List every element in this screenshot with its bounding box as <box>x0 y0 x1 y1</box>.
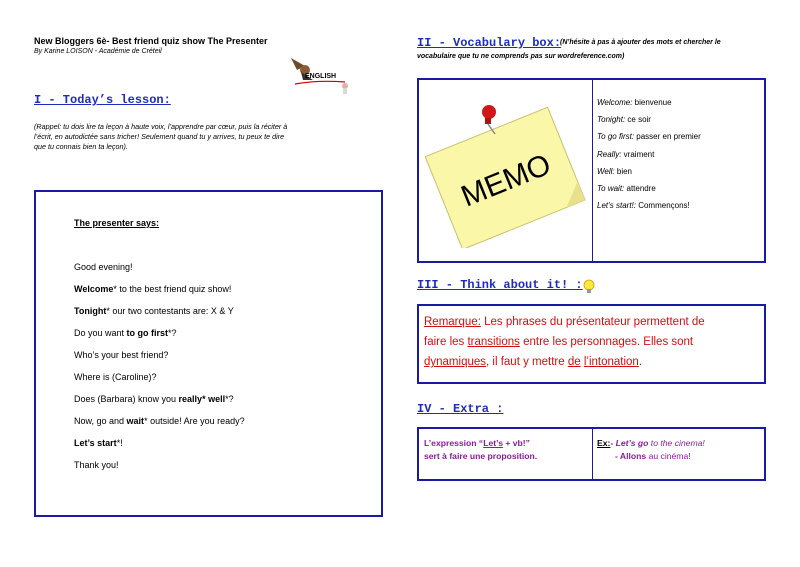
extra-example: Ex:- Let’s go to the cinema! - Allons au cinéma! <box>597 438 705 461</box>
remark-text: Remarque: Les phrases du présentateur permettent de faire les transitions entre les personnages. Elles sont dynamiques, il faut y mettre de l’intonation. <box>424 316 705 368</box>
vocabulary-box <box>417 78 766 263</box>
logo-text: ENGLISH <box>305 73 337 80</box>
presenter-heading: The presenter says: <box>74 218 160 228</box>
extra-expression: L’expression “Let’s + vb!” sert à faire une proposition. <box>424 438 538 461</box>
vocabulary-item: Tonight: ce soir <box>597 115 651 125</box>
vocabulary-hint-1: (N’hésite à pas à ajouter des mots et chercher le <box>560 39 721 46</box>
presenter-line: Now, go and wait* outside! Are you ready? <box>74 416 245 426</box>
presenter-line: Thank you! <box>74 460 119 470</box>
english-logo <box>283 52 353 96</box>
author-byline: By Karine LOISON - Académie de Créteil <box>34 48 162 55</box>
vocabulary-item: Well: bien <box>597 166 632 176</box>
think-heading: III - Think about it! : <box>417 278 583 292</box>
presenter-line: Does (Barbara) know you really* well*? <box>74 394 234 404</box>
vocabulary-divider <box>592 80 593 261</box>
presenter-line: Let’s start*! <box>74 438 123 448</box>
presenter-line: Where is (Caroline)? <box>74 372 157 382</box>
extra-box <box>417 427 766 481</box>
document-title: New Bloggers 6è- Best friend quiz show The Presenter <box>34 36 268 46</box>
extra-divider <box>592 429 593 479</box>
vocabulary-item: Really: vraiment <box>597 149 655 159</box>
vocabulary-item: Welcome: bienvenue <box>597 98 672 107</box>
presenter-line: Who’s your best friend? <box>74 350 169 360</box>
presenter-box <box>34 190 383 517</box>
remark-box <box>417 304 766 384</box>
vocabulary-item: To go first: passer en premier <box>597 132 701 142</box>
vocabulary-heading: II - Vocabulary box: <box>417 36 562 50</box>
presenter-line: Welcome* to the best friend quiz show! <box>74 284 232 294</box>
vocabulary-item: To wait: attendre <box>597 184 656 193</box>
presenter-line: Tonight* our two contestants are: X & Y <box>74 306 234 316</box>
vocabulary-item: Let’s start!: Commençons! <box>597 201 690 211</box>
memo-label: MEMO <box>456 147 556 214</box>
lesson-reminder: (Rappel: tu dois lire ta leçon à haute voix, l’apprendre par cœur, puis la réciter à l’écrit, en autodictée sans tricher! Seulement quand tu y arrives, tu peux te dire que tu connais bien ta leçon). <box>34 122 288 151</box>
presenter-line: Do you want to go first*? <box>74 328 177 338</box>
lightbulb-icon <box>583 279 595 295</box>
memo-note-icon <box>423 98 591 248</box>
lesson-heading: I - Today’s lesson: <box>34 93 171 107</box>
presenter-line: Good evening! <box>74 262 133 272</box>
vocabulary-hint-2: vocabulaire que tu ne comprends pas sur wordreference.com) <box>417 53 625 60</box>
extra-heading: IV - Extra : <box>417 402 504 416</box>
